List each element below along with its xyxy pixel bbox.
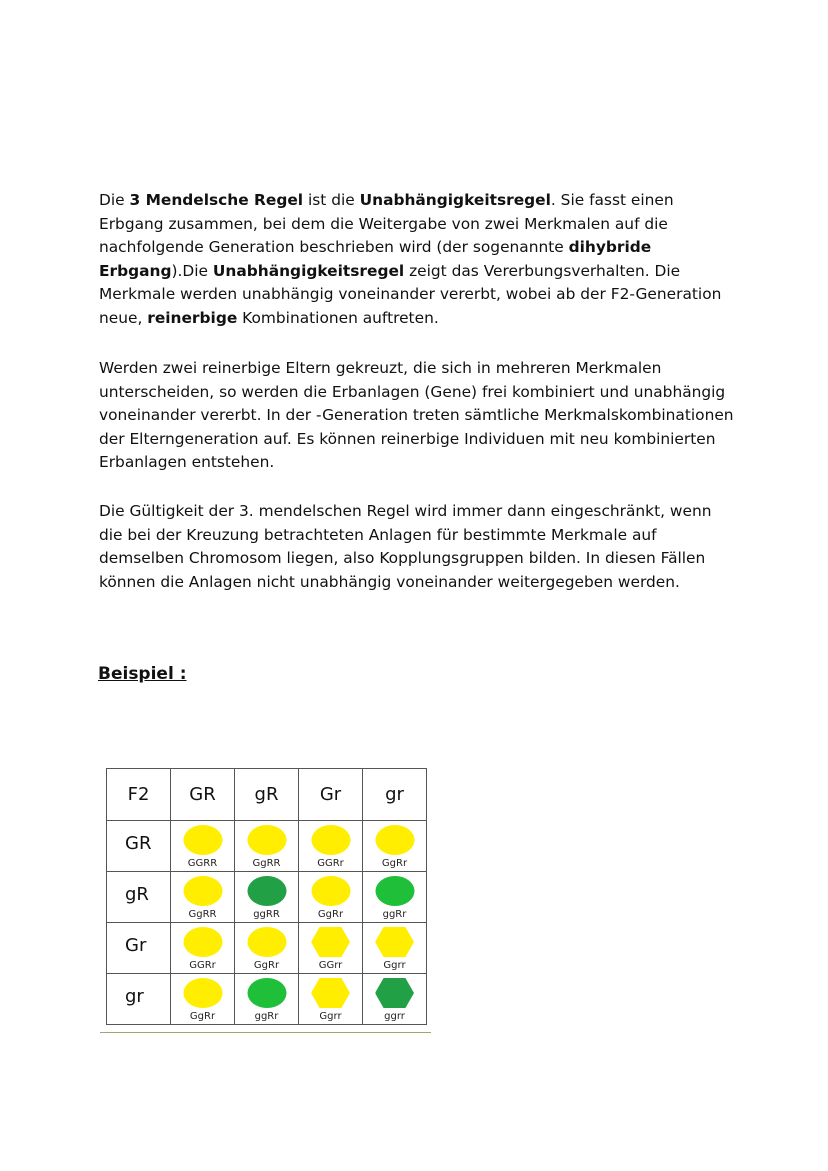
paragraph-crossing: Werden zwei reinerbige Eltern gekreuzt, die sich in mehreren Merkmalen unterscheiden, so werden die Erbanlagen (Gene) frei kombiniert und unabhängig voneinander vererbt. In der -Generation treten sämtliche Merkmalskombinationen der Elterngeneration auf. Es können reinerbige Individuen mit neu kombinierten Erbanlagen entstehen.	[99, 359, 734, 471]
punnett-corner-label: F2	[107, 769, 171, 821]
column-header: gR	[235, 769, 299, 821]
genotype-label: ggRr	[254, 1011, 279, 1022]
row-header: gr	[107, 974, 171, 1025]
punnett-cell	[235, 872, 299, 923]
wrinkled-pea-yellow	[375, 927, 414, 957]
punnett-cell	[171, 821, 235, 872]
round-pea-yellow	[311, 876, 350, 906]
genotype-label: GGrr	[318, 960, 343, 971]
round-pea-yellow	[247, 825, 286, 855]
wrinkled-pea-yellow	[311, 978, 350, 1008]
paragraph-validity: Die Gültigkeit der 3. mendelschen Regel wird immer dann eingeschränkt, wenn die bei der Kreuzung betrachteten Anlagen für bestimmte Merkmale auf demselben Chromosom liegen, also Kopplungsgruppen bilden. In diesen Fällen können die Anlagen nicht unabhängig voneinander weitergegeben werden.	[99, 502, 712, 591]
genotype-label: GgRR	[188, 909, 217, 920]
genotype-label: Ggrr	[383, 960, 406, 971]
round-pea-yellow	[183, 825, 222, 855]
punnett-cell	[235, 923, 299, 974]
punnett-cell	[299, 872, 363, 923]
column-header: GR	[171, 769, 235, 821]
example-heading: Beispiel :	[98, 664, 187, 684]
punnett-cell	[299, 923, 363, 974]
paragraph-mendel-rule: Die 3 Mendelsche Regel ist die Unabhängigkeitsregel. Sie fasst einen Erbgang zusammen, bei dem die Weitergabe von zwei Merkmalen auf die nachfolgende Generation beschrieben wird (der sogenannte dihybride Erbgang).Die Unabhängigkeitsregel zeigt das Vererbungsverhalten. Die Merkmale werden unabhängig voneinander vererbt, wobei ab der F2-Generation neue, reinerbige Kombinationen auftreten.	[99, 191, 722, 327]
column-header: Gr	[299, 769, 363, 821]
round-pea-yellow	[183, 927, 222, 957]
table-underline	[100, 1032, 431, 1033]
punnett-cell	[363, 974, 427, 1025]
column-header: gr	[363, 769, 427, 821]
genotype-label: GgRr	[189, 1011, 216, 1022]
genotype-label: GgRr	[317, 909, 344, 920]
punnett-row	[107, 923, 427, 974]
wrinkled-pea-green-dark	[375, 978, 414, 1008]
row-header: Gr	[107, 923, 171, 974]
punnett-square	[106, 768, 427, 1025]
genotype-label: GgRr	[381, 858, 408, 869]
row-header: GR	[107, 821, 171, 872]
punnett-row	[107, 821, 427, 872]
punnett-cell	[363, 872, 427, 923]
punnett-cell	[171, 872, 235, 923]
punnett-cell	[299, 974, 363, 1025]
round-pea-green-light	[375, 876, 414, 906]
round-pea-green-light	[247, 978, 286, 1008]
genotype-label: GGRR	[187, 858, 218, 869]
punnett-cell	[235, 974, 299, 1025]
punnett-cell	[171, 923, 235, 974]
genotype-label: GgRR	[252, 858, 281, 869]
punnett-cell	[299, 821, 363, 872]
round-pea-yellow	[183, 978, 222, 1008]
genotype-label: Ggrr	[319, 1011, 342, 1022]
round-pea-yellow	[247, 927, 286, 957]
punnett-cell	[171, 974, 235, 1025]
round-pea-yellow	[311, 825, 350, 855]
punnett-cell	[235, 821, 299, 872]
punnett-row	[107, 974, 427, 1025]
round-pea-yellow	[375, 825, 414, 855]
genotype-label: GGRr	[189, 960, 216, 971]
genotype-label: ggrr	[384, 1011, 405, 1022]
punnett-row	[107, 872, 427, 923]
genotype-label: ggRr	[382, 909, 407, 920]
punnett-cell	[363, 821, 427, 872]
genotype-label: ggRR	[253, 909, 280, 920]
punnett-header-row	[107, 769, 427, 821]
round-pea-green-dark	[247, 876, 286, 906]
genotype-label: GGRr	[317, 858, 344, 869]
round-pea-yellow	[183, 876, 222, 906]
row-header: gR	[107, 872, 171, 923]
genotype-label: GgRr	[253, 960, 280, 971]
punnett-cell	[363, 923, 427, 974]
wrinkled-pea-yellow	[311, 927, 350, 957]
